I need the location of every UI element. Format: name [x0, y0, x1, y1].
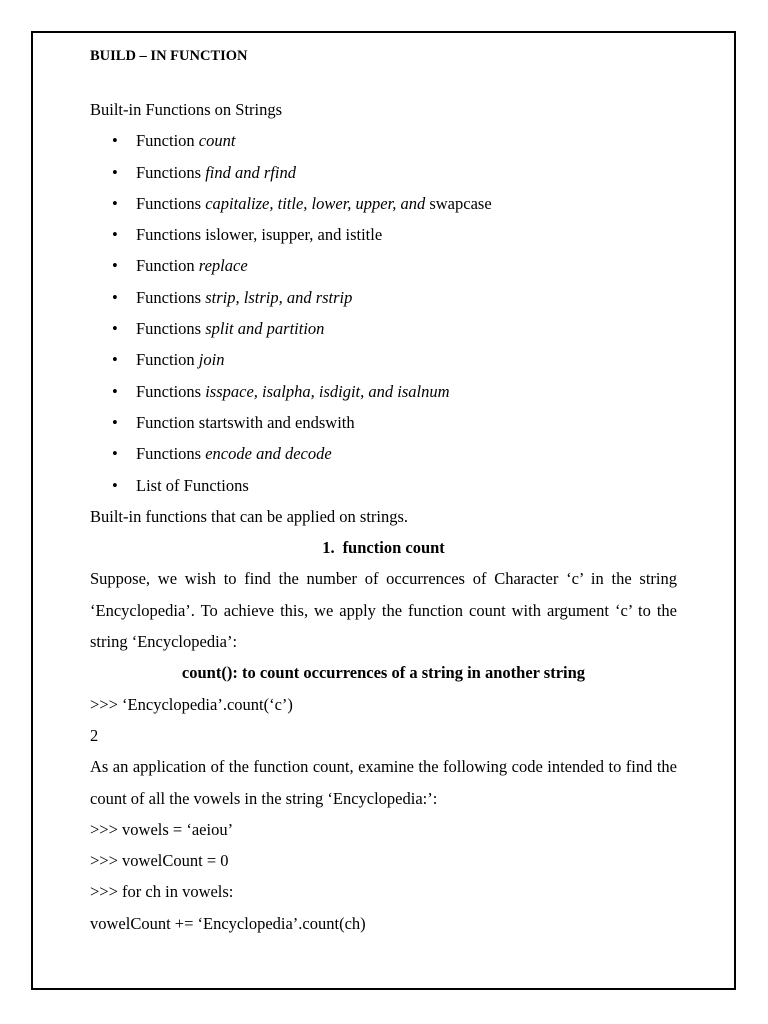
paragraph-1: Suppose, we wish to find the number of occurrences of Character ‘c’ in the string ‘Encyclopedia’. To achieve this, we apply the function count with argument ‘c’ to the string ‘Encyclopedia’: [90, 569, 677, 652]
code-line: vowelCount += ‘Encyclopedia’.count(ch) [90, 913, 366, 933]
list-item [90, 470, 677, 501]
list-item [90, 313, 677, 344]
list-item-italic: split and partition [205, 319, 325, 339]
list-item [90, 438, 677, 469]
list-item-text: Functions [136, 444, 206, 464]
list-item [90, 344, 677, 375]
function-list [90, 125, 677, 501]
list-item-italic: capitalize, title, lower, upper, and [205, 193, 426, 213]
bullet-icon: • [112, 319, 118, 339]
bullet-icon: • [112, 131, 118, 151]
list-item-tail: swapcase [425, 193, 492, 213]
bullet-icon: • [112, 225, 118, 245]
section-heading [90, 532, 677, 563]
paragraph-2: As an application of the function count, examine the following code intended to find the count of all the vowels in the string ‘Encyclopedia:’: [90, 757, 677, 808]
list-item-text: Function startswith and endswith [136, 412, 355, 432]
list-item [90, 157, 677, 188]
list-item-italic: replace [198, 256, 248, 276]
applied-text: Built-in functions that can be applied on strings. [90, 506, 409, 526]
bullet-icon: • [112, 162, 118, 182]
list-item [90, 282, 677, 313]
bullet-icon: • [112, 381, 118, 401]
list-item-italic: count [198, 131, 236, 151]
list-item [90, 219, 677, 250]
list-item-text: List of Functions [136, 475, 249, 495]
list-item-text: Functions [136, 287, 206, 307]
bullet-icon: • [112, 256, 118, 276]
bullet-icon: • [112, 350, 118, 370]
list-item-italic: find and rfind [205, 162, 296, 182]
list-item-italic: strip, lstrip, and rstrip [205, 287, 353, 307]
subheading: count(): to count occurrences of a string in another string [181, 663, 586, 683]
list-item [90, 407, 677, 438]
list-item [90, 188, 677, 219]
bullet-icon: • [112, 287, 118, 307]
code-block [90, 814, 677, 939]
document-content [90, 46, 677, 939]
list-item-text: Functions [136, 381, 206, 401]
list-item-text: Function [136, 131, 199, 151]
document-heading: BUILD – IN FUNCTION [90, 48, 248, 64]
list-item-text: Functions [136, 319, 206, 339]
list-item-text: Functions [136, 162, 206, 182]
bullet-icon: • [112, 475, 118, 495]
list-item-text: Functions islower, isupper, and istitle [136, 225, 383, 245]
bullet-icon: • [112, 444, 118, 464]
list-item-text: Function [136, 256, 199, 276]
list-item-italic: isspace, isalpha, isdigit, and isalnum [205, 381, 450, 401]
code-line: >>> ‘Encyclopedia’.count(‘c’) [90, 694, 293, 714]
section-title: function count [342, 538, 445, 558]
list-item-text: Functions [136, 193, 206, 213]
bullet-icon: • [112, 193, 118, 213]
list-item [90, 250, 677, 281]
intro-text: Built-in Functions on Strings [90, 100, 283, 119]
bullet-icon: • [112, 412, 118, 432]
code-line: >>> for ch in vowels: [90, 882, 234, 902]
code-line: >>> vowels = ‘aeiou’ [90, 819, 234, 839]
code-line: >>> vowelCount = 0 [90, 851, 229, 871]
list-item-italic: join [198, 350, 225, 370]
list-item-italic: encode and decode [205, 444, 332, 464]
code-output: 2 [90, 725, 99, 745]
list-item [90, 125, 677, 156]
list-item [90, 376, 677, 407]
section-number: 1. [322, 538, 335, 558]
list-item-text: Function [136, 350, 199, 370]
